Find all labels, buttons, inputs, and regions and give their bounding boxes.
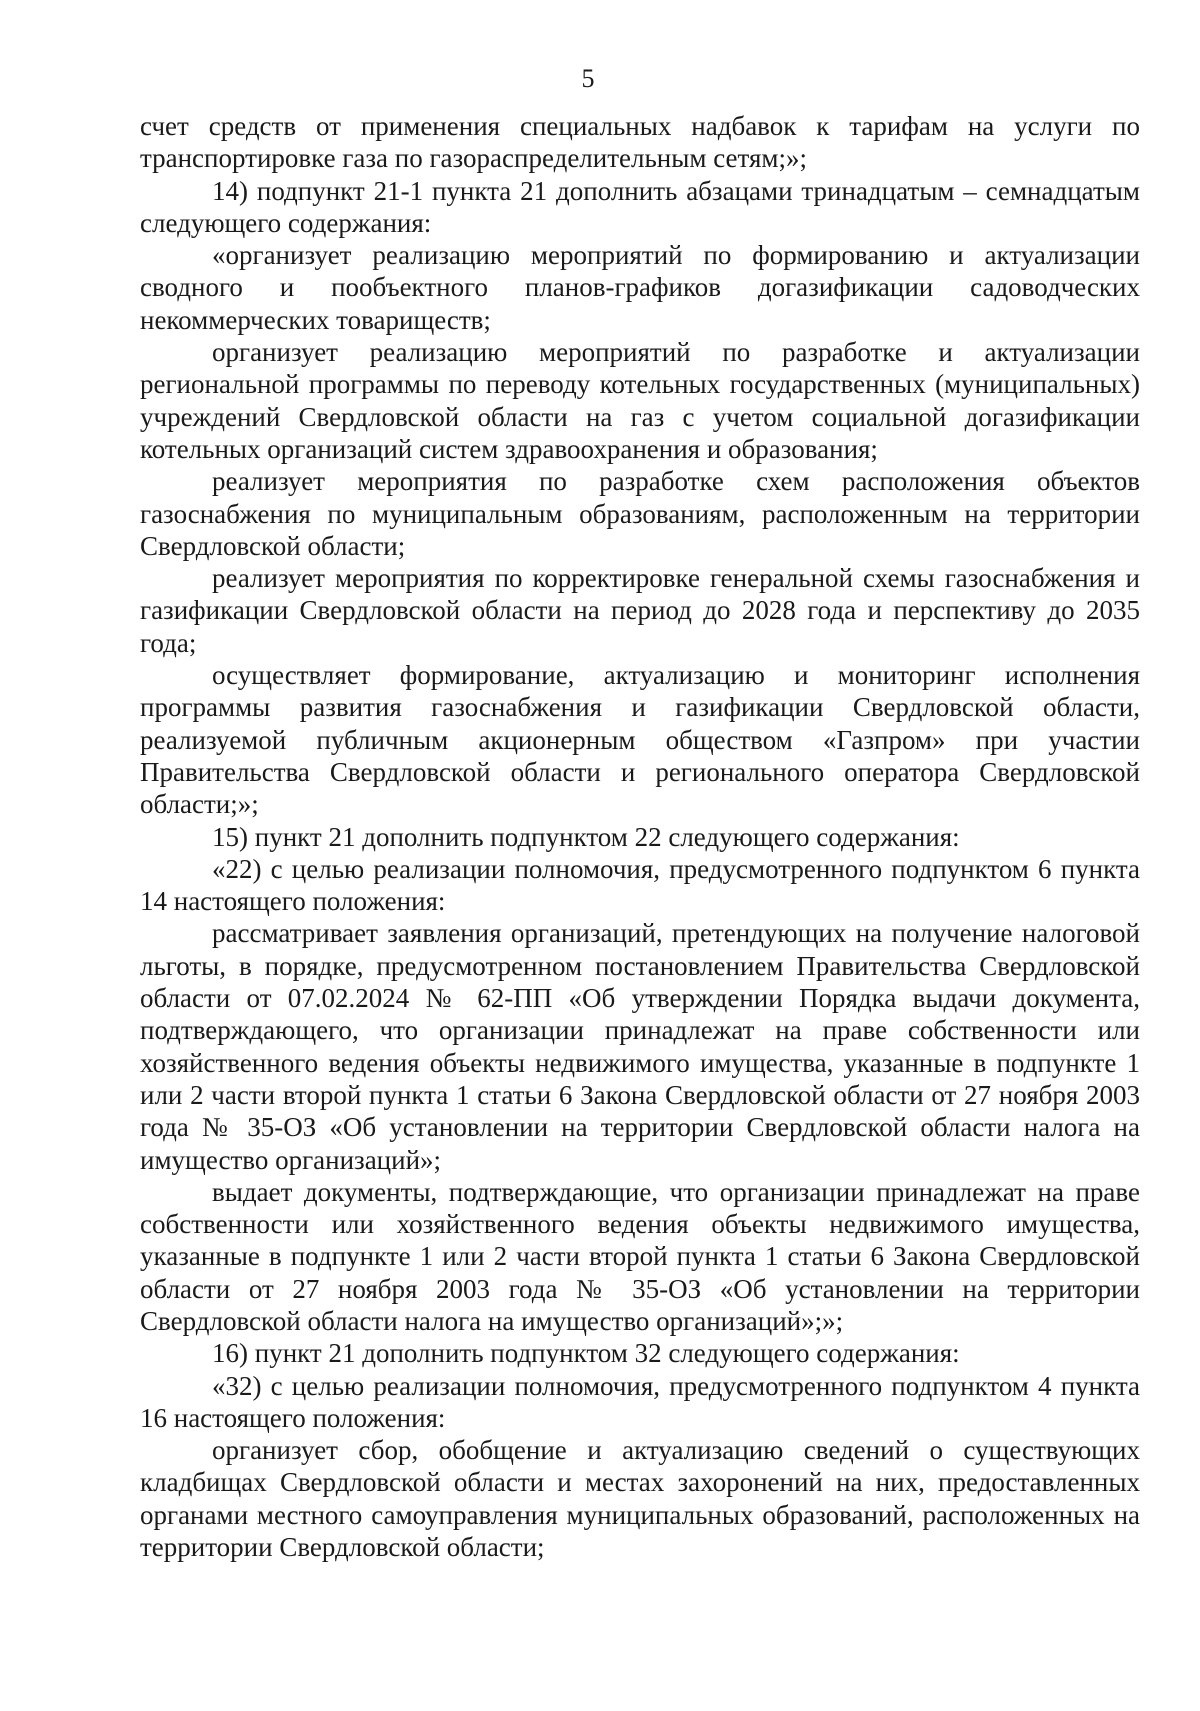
paragraph: реализует мероприятия по разработке схем расположения объектов газоснабжения по муниципальным образованиям, расположенным на территории Свердловской области; — [140, 466, 1140, 561]
paragraph-continuation: счет средств от применения специальных надбавок к тарифам на услуги по транспортировке газа по газораспределительным сетям;»; — [140, 111, 1140, 174]
paragraph: реализует мероприятия по корректировке генеральной схемы газоснабжения и газификации Свердловской области на период до 2028 года и перспективу до 2035 года; — [140, 563, 1140, 658]
page-number: 5 — [581, 64, 595, 93]
paragraph: выдает документы, подтверждающие, что организации принадлежат на праве собственности или хозяйственного ведения объекты недвижимого имущества, указанные в подпункте 1 или 2 части второй пункта 1 статьи 6 Закона Свердловской области от 27 ноября 2003 года № 35-ОЗ «Об установлении на территории Свердловской области налога на имущество организаций»;»; — [140, 1176, 1140, 1336]
paragraph-subitem-22: «22) с целью реализации полномочия, предусмотренного подпунктом 6 пункта 14 настоящего положения: — [140, 853, 1140, 917]
paragraph: организует реализацию мероприятий по разработке и актуализации региональной программы по переводу котельных государственных (муниципальных) учреждений Свердловской области на газ с учетом социальной догазификации котельных организаций систем здравоохранения и образования; — [140, 337, 1140, 464]
document-body — [140, 110, 1140, 1563]
paragraph: организует сбор, обобщение и актуализацию сведений о существующих кладбищах Свердловской области и местах захоронений на них, предоставленных органами местного самоуправления муниципальных образований, расположенных на территории Свердловской области; — [140, 1435, 1140, 1563]
paragraph-subitem-32: «32) с целью реализации полномочия, предусмотренного подпунктом 4 пункта 16 настоящего положения: — [140, 1370, 1140, 1433]
paragraph-item-15: 15) пункт 21 дополнить подпунктом 22 следующего содержания: — [212, 821, 960, 852]
paragraph-item-14: 14) подпункт 21-1 пункта 21 дополнить абзацами тринадцатым – семнадцатым следующего содержания: — [140, 175, 1140, 238]
paragraph: осуществляет формирование, актуализацию и мониторинг исполнения программы развития газоснабжения и газификации Свердловской области, реализуемой публичным акционерным обществом «Газпром» при участии Правительства Свердловской области и регионального оператора Свердловской области;»; — [140, 660, 1140, 820]
paragraph: рассматривает заявления организаций, претендующих на получение налоговой льготы, в порядке, предусмотренном постановлением Правительства Свердловской области от 07.02.2024 № 62-ПП «Об утверждении Порядка выдачи документа, подтверждающего, что организации принадлежат на праве собственности или хозяйственного ведения объекты недвижимого имущества, указанные в подпункте 1 или 2 части второй пункта 1 статьи 6 Закона Свердловской области от 27 ноября 2003 года № 35-ОЗ «Об установлении на территории Свердловской области налога на имущество организаций»; — [140, 918, 1140, 1175]
paragraph-item-16: 16) пункт 21 дополнить подпунктом 32 следующего содержания: — [212, 1338, 960, 1369]
paragraph-quote-start: «организует реализацию мероприятий по формированию и актуализации сводного и пообъектного планов-графиков догазификации садоводческих некоммерческих товариществ; — [140, 240, 1140, 335]
